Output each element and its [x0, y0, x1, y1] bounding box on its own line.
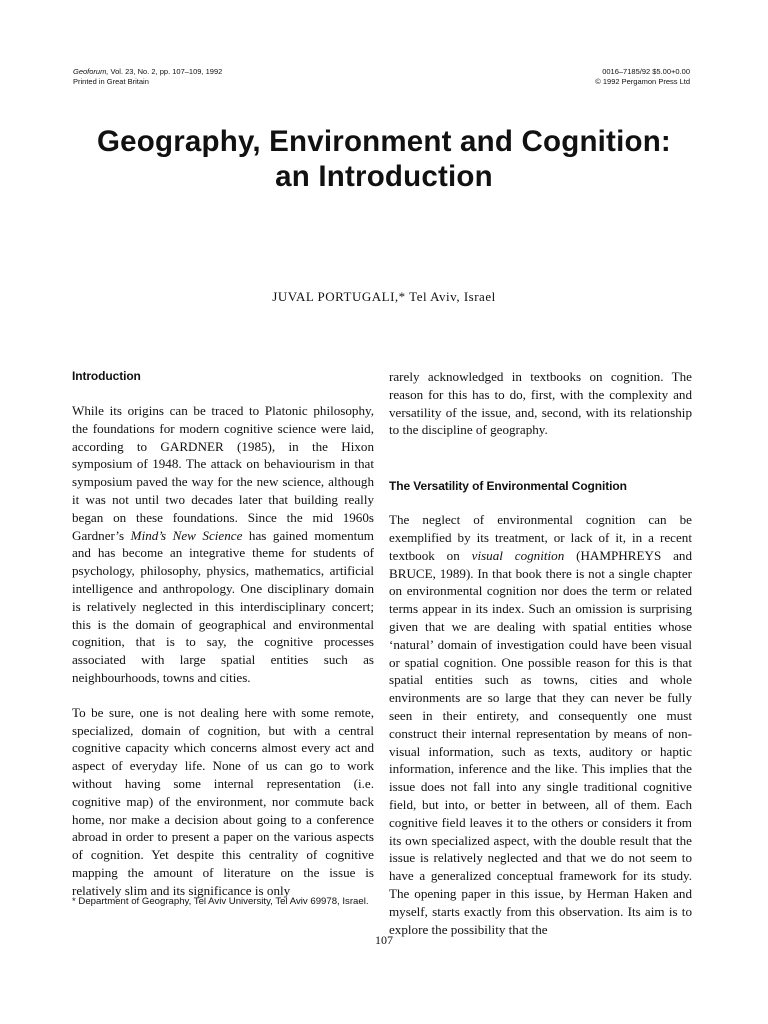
paragraph-text: The neglect of environmental cognition can be exemplified by its treatment, or lack of it, in a recent textbook on	[389, 512, 692, 563]
running-header-right	[595, 67, 690, 87]
paragraph	[72, 402, 374, 687]
journal-citation	[73, 67, 222, 77]
paragraph-text: (HAMPHREYS and BRUCE, 1989). In that book there is not a single chapter on environmental cognition nor does the term or related terms appear in its index. Such an omission is surprising given that we are dealing with spatial entities whose ‘natural’ domain of investigation could have been visual or spatial cognition. One possible reason for this is that spatial entities such as towns, cities and whole environments are so large that they can never be fully seen in their entirety, and consequently one must construct their internal representation by means of non-visual information, such as texts, auditory or haptic information, inference and the like. This implies that the issue does not fall into any single traditional cognitive field, but into, or better in between, all of them. Each cognitive field leaves it to the others or considers it from its own specialized aspect, with the double result that the issue is relatively neglected and that we do not seem to have a generalized conceptual framework for its study. The opening paper in this issue, by Herman Haken and myself, starts exactly from this observation. Its aim is to explore the possibility that the	[389, 547, 692, 937]
book-title: Mind’s New Science	[130, 527, 243, 543]
printed-in: Printed in Great Britain	[73, 77, 149, 86]
paragraph-text: has gained momentum and has become an integrative theme for students of psychology, philosophy, physics, mathematics, artificial intelligence and anthropology. One disciplinary domain is relatively neglected in this interdisciplinary concert; this is the domain of geographical and environmental cognition, that is to say, the cognitive processes associated with large spatial entities such as neighbourhoods, towns and cities.	[72, 527, 374, 685]
paragraph: rarely acknowledged in textbooks on cognition. The reason for this has to do, first, with the complexity and versatility of the issue, and, second, with its relationship to the discipline of geography.	[389, 369, 692, 438]
volume-pages: Vol. 23, No. 2, pp. 107–109, 1992	[110, 67, 223, 76]
journal-name: Geoforum,	[73, 67, 109, 76]
title-line-2: an Introduction	[275, 160, 493, 193]
right-column	[389, 368, 692, 938]
section-heading-introduction: Introduction	[72, 369, 141, 383]
author-line: JUVAL PORTUGALI,* Tel Aviv, Israel	[272, 289, 496, 304]
left-column	[72, 368, 374, 900]
book-title: visual cognition	[471, 547, 565, 563]
article-title	[0, 124, 768, 194]
paragraph	[389, 511, 692, 938]
paragraph-text: While its origins can be traced to Platonic philosophy, the foundations for modern cognitive science were laid, according to GARDNER (1985), in the Hixon symposium of 1948. The attack on behaviourism in that symposium paved the way for the new science, although it was not until two decades later that building really began on these foundations. Since the mid 1960s Gardner’s	[72, 403, 374, 543]
copyright-line: © 1992 Pergamon Press Ltd	[595, 77, 690, 86]
paragraph: To be sure, one is not dealing here with some remote, specialized, domain of cognition, but with a central cognitive capacity which concerns almost every act and aspect of everyday life. None of us can go to work without having some internal representation (i.e. cognitive map) of the environment, nor commute back home, nor make a decision about going to a conference abroad in order to present a paper on the various aspects of cognition. Yet despite this centrality of cognitive mapping the amount of literature on the issue is relatively slim and its significance is only	[72, 704, 374, 898]
footnote: * Department of Geography, Tel Aviv University, Tel Aviv 69978, Israel.	[72, 896, 369, 907]
title-line-1: Geography, Environment and Cognition:	[97, 125, 671, 158]
running-header-left	[73, 67, 222, 87]
section-heading-versatility: The Versatility of Environmental Cognition	[389, 479, 627, 494]
issn-price: 0016–7185/92 $5.00+0.00	[602, 67, 690, 76]
page-number: 107	[375, 933, 393, 947]
